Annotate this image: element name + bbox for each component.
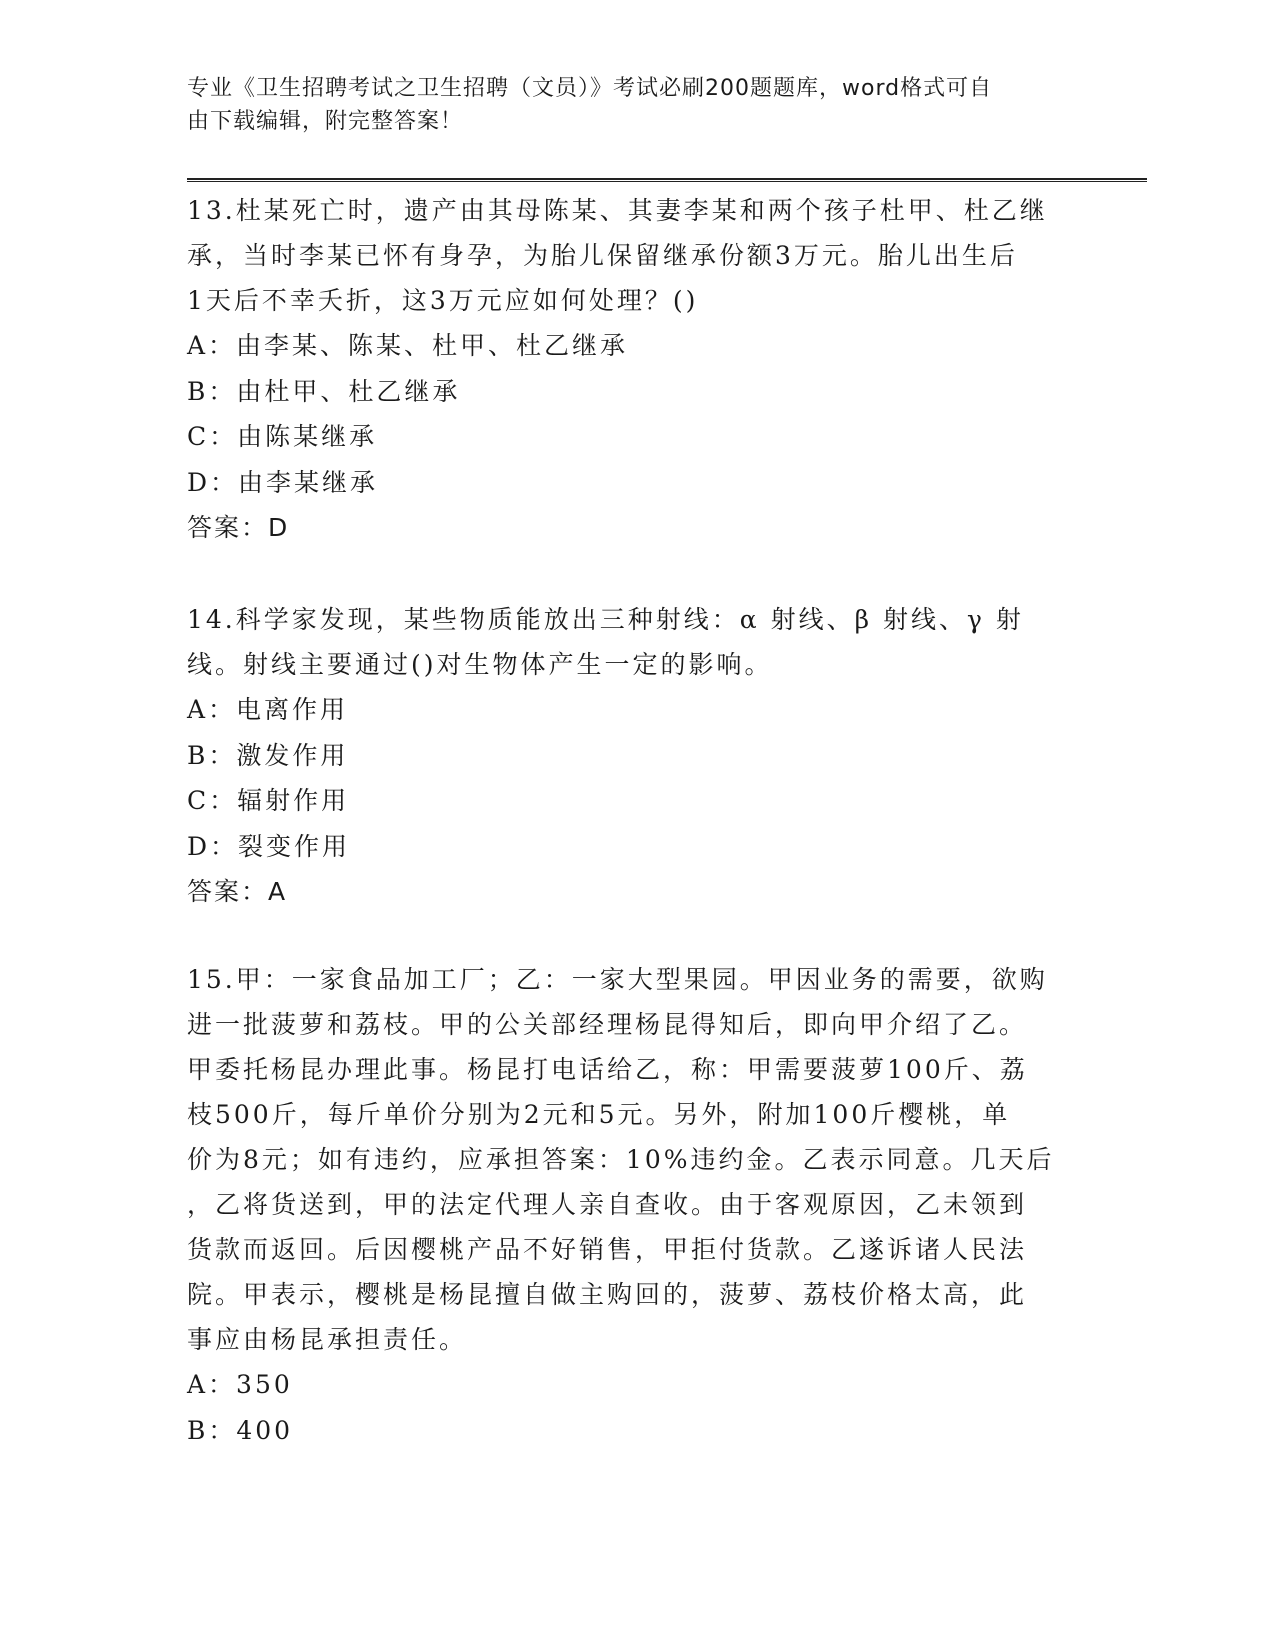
option-d: D：裂变作用 bbox=[187, 831, 351, 861]
question-stem-line: 13.杜某死亡时，遗产由其母陈某、其妻李某和两个孩子杜甲、杜乙继 bbox=[187, 196, 1048, 225]
option-a: A：由李某、陈某、杜甲、杜乙继承 bbox=[187, 331, 629, 360]
header-line-1: 专业《卫生招聘考试之卫生招聘（文员）》考试必刷200题题库，word格式可自 bbox=[187, 76, 993, 101]
option-a: A：350 bbox=[187, 1370, 293, 1399]
option-b: B：400 bbox=[187, 1415, 294, 1445]
option-b: B：由杜甲、杜乙继承 bbox=[187, 376, 461, 406]
question-stem-line: 进一批菠萝和荔枝。甲的公关部经理杨昆得知后，即向甲介绍了乙。 bbox=[187, 1010, 1028, 1039]
question-stem-line: 价为8元；如有违约，应承担答案：10%违约金。乙表示同意。几天后 bbox=[187, 1145, 1055, 1174]
question-stem-line: 货款而返回。后因樱桃产品不好销售，甲拒付货款。乙遂诉诸人民法 bbox=[187, 1235, 1028, 1264]
question-stem-line: 事应由杨昆承担责任。 bbox=[187, 1325, 468, 1354]
question-stem-line: 15.甲：一家食品加工厂；乙：一家大型果园。甲因业务的需要，欲购 bbox=[187, 965, 1048, 994]
document-header bbox=[187, 72, 1067, 138]
option-c: C：辐射作用 bbox=[187, 786, 350, 815]
answer-line: 答案：D bbox=[187, 513, 290, 542]
option-a: A：电离作用 bbox=[187, 695, 349, 724]
question-stem-line: 1天后不幸夭折，这3万元应如何处理？() bbox=[187, 286, 699, 315]
option-b: B：激发作用 bbox=[187, 740, 349, 770]
question-stem-line: 承，当时李某已怀有身孕，为胎儿保留继承份额3万元。胎儿出生后 bbox=[187, 241, 1018, 270]
question-stem-line: 甲委托杨昆办理此事。杨昆打电话给乙，称：甲需要菠萝100斤、荔 bbox=[187, 1055, 1028, 1084]
question-stem-line: 线。射线主要通过()对生物体产生一定的影响。 bbox=[187, 650, 773, 679]
question-15 bbox=[187, 957, 1067, 1453]
document-page bbox=[187, 0, 1147, 1650]
header-line-2: 由下载编辑，附完整答案！ bbox=[187, 109, 464, 134]
question-stem-line: 14.科学家发现，某些物质能放出三种射线：α 射线、β 射线、γ 射 bbox=[187, 605, 1024, 634]
question-stem-line: ，乙将货送到，甲的法定代理人亲自查收。由于客观原因，乙未领到 bbox=[187, 1190, 1028, 1219]
option-d: D：由李某继承 bbox=[187, 467, 379, 497]
question-14 bbox=[187, 597, 1067, 914]
question-stem-line: 枝500斤，每斤单价分别为2元和5元。另外，附加100斤樱桃，单 bbox=[187, 1100, 1011, 1129]
header-divider bbox=[187, 178, 1147, 182]
question-stem-line: 院。甲表示，樱桃是杨昆擅自做主购回的，菠萝、荔枝价格太高，此 bbox=[187, 1280, 1028, 1309]
option-c: C：由陈某继承 bbox=[187, 422, 378, 451]
answer-line: 答案：A bbox=[187, 877, 288, 906]
question-13 bbox=[187, 188, 1067, 550]
